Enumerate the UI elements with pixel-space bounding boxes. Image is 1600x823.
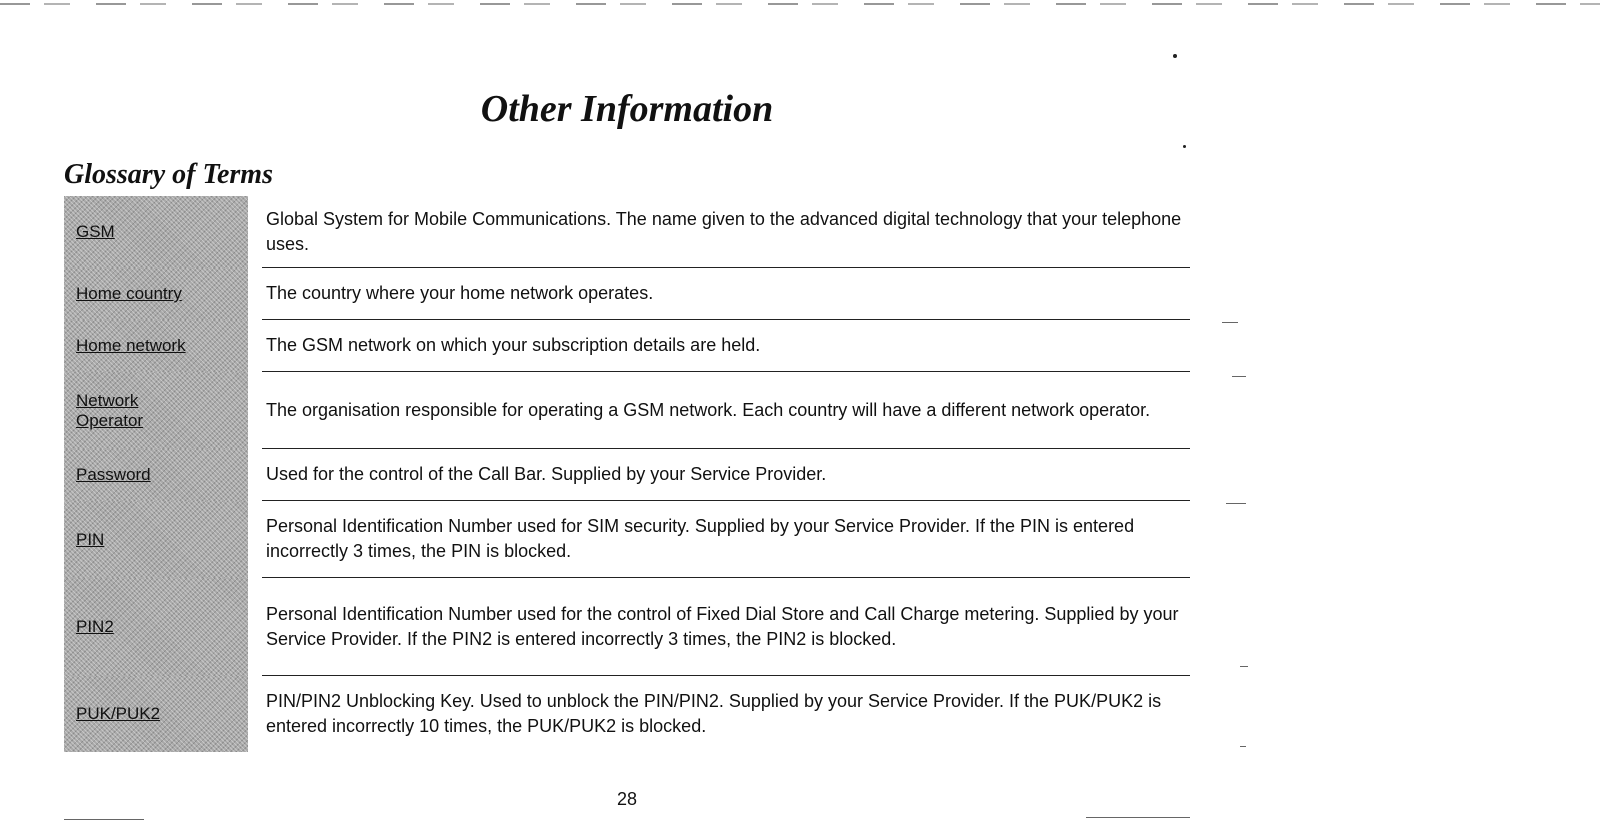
glossary-term-cell	[64, 501, 248, 578]
glossary-row	[64, 372, 1190, 449]
glossary-term: Password	[76, 465, 151, 484]
glossary-row	[64, 268, 1190, 320]
scan-margin-mark	[1226, 503, 1246, 504]
section-title: Glossary of Terms	[64, 159, 273, 191]
glossary-term: PIN2	[76, 617, 114, 636]
scan-margin-mark	[1240, 746, 1246, 747]
scan-speck	[1183, 145, 1186, 148]
scan-margin-mark	[1086, 817, 1190, 818]
glossary-definition: The GSM network on which your subscription details are held.	[262, 320, 1190, 372]
glossary-term: Home network	[76, 336, 186, 355]
glossary-row	[64, 578, 1190, 676]
scan-top-rule	[0, 3, 1600, 5]
page-title: Other Information	[480, 88, 774, 131]
glossary-definition: The organisation responsible for operating a GSM network. Each country will have a different network operator.	[262, 372, 1190, 449]
page-number: 28	[616, 789, 638, 809]
glossary-definition: Global System for Mobile Communications. The name given to the advanced digital technology that your telephone uses.	[262, 196, 1190, 268]
glossary-definition: Personal Identification Number used for the control of Fixed Dial Store and Call Charge metering. Supplied by your Service Provider. If the PIN2 is entered incorrectly 3 times, the PIN2 is blocked.	[262, 578, 1190, 676]
glossary-term-cell	[64, 676, 248, 752]
glossary-term: Network Operator	[76, 390, 144, 430]
scan-margin-mark	[64, 819, 144, 820]
glossary-definition: Personal Identification Number used for SIM security. Supplied by your Service Provider. If the PIN is entered incorrectly 3 times, the PIN is blocked.	[262, 501, 1190, 578]
glossary-term: GSM	[76, 222, 115, 241]
glossary-term: Home country	[76, 284, 182, 303]
glossary-definition: PIN/PIN2 Unblocking Key. Used to unblock the PIN/PIN2. Supplied by your Service Provider. If the PUK/PUK2 is entered incorrectly 10 times, the PUK/PUK2 is blocked.	[266, 691, 1162, 736]
scan-margin-mark	[1222, 322, 1238, 323]
glossary-term-cell	[64, 578, 248, 676]
glossary-term-cell	[64, 372, 248, 449]
glossary-definition: The country where your home network operates.	[262, 268, 1190, 320]
glossary-term: PIN	[76, 529, 105, 549]
glossary-row	[64, 196, 1190, 268]
scan-margin-mark	[1240, 666, 1248, 667]
scan-margin-mark	[1232, 376, 1246, 377]
glossary-row	[64, 449, 1190, 501]
glossary-row	[64, 501, 1190, 578]
glossary-term-cell	[64, 320, 248, 372]
glossary-row	[64, 320, 1190, 372]
glossary-row	[64, 676, 1190, 752]
glossary-term: PUK/PUK2	[76, 704, 161, 723]
glossary-table	[64, 196, 1190, 752]
scan-speck	[1173, 54, 1177, 58]
glossary-definition: Used for the control of the Call Bar. Supplied by your Service Provider.	[262, 449, 1190, 501]
glossary-term-cell	[64, 449, 248, 501]
glossary-term-cell	[64, 196, 248, 268]
glossary-term-cell	[64, 268, 248, 320]
